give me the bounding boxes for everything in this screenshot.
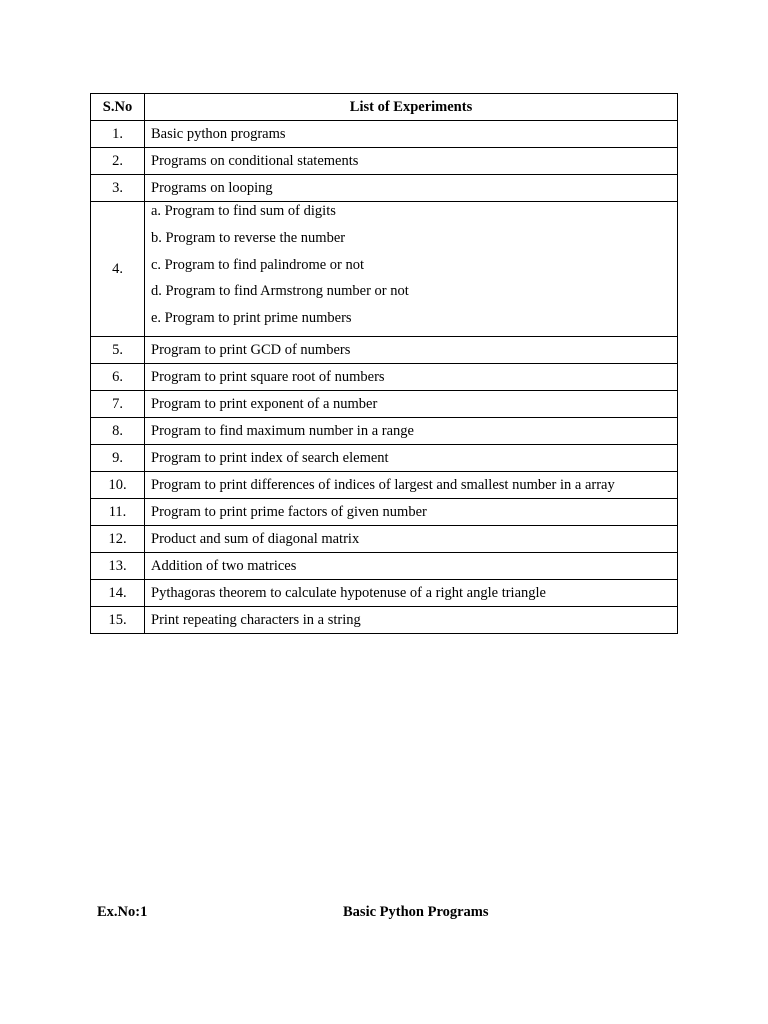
experiment-title: Program to print index of search element bbox=[145, 444, 678, 471]
experiment-title: Product and sum of diagonal matrix bbox=[145, 525, 678, 552]
table-row bbox=[91, 552, 678, 579]
experiment-title: Program to print GCD of numbers bbox=[145, 336, 678, 363]
sub-item: c. Program to find palindrome or not bbox=[151, 256, 365, 273]
row-number: 5. bbox=[91, 336, 145, 363]
table-row bbox=[91, 525, 678, 552]
table-row bbox=[91, 417, 678, 444]
row-number: 9. bbox=[91, 444, 145, 471]
row-number: 1. bbox=[91, 121, 145, 148]
experiments-column-header: List of Experiments bbox=[145, 94, 678, 121]
experiment-sublist bbox=[145, 202, 678, 337]
exercise-number: Ex.No:1 bbox=[97, 904, 148, 920]
table-row bbox=[91, 148, 678, 175]
table-row bbox=[91, 363, 678, 390]
row-number: 2. bbox=[91, 148, 145, 175]
row-number: 6. bbox=[91, 363, 145, 390]
sub-item: e. Program to print prime numbers bbox=[151, 310, 352, 327]
row-number: 4. bbox=[91, 202, 145, 337]
table-row bbox=[91, 498, 678, 525]
experiment-title: Print repeating characters in a string bbox=[145, 606, 678, 633]
sub-item: a. Program to find sum of digits bbox=[151, 203, 336, 219]
row-number: 14. bbox=[91, 579, 145, 606]
table-row bbox=[91, 444, 678, 471]
table-row bbox=[91, 175, 678, 202]
experiment-title: Program to print square root of numbers bbox=[145, 363, 678, 390]
table-header-row bbox=[91, 94, 678, 121]
row-number: 3. bbox=[91, 175, 145, 202]
row-number: 15. bbox=[91, 606, 145, 633]
table-row bbox=[91, 202, 678, 337]
experiment-title: Programs on looping bbox=[145, 175, 678, 202]
row-number: 11. bbox=[91, 498, 145, 525]
table-row bbox=[91, 121, 678, 148]
exercise-title: Basic Python Programs bbox=[343, 904, 489, 920]
table-row bbox=[91, 606, 678, 633]
experiment-title: Pythagoras theorem to calculate hypotenuse of a right angle triangle bbox=[145, 579, 678, 606]
row-number: 8. bbox=[91, 417, 145, 444]
row-number: 13. bbox=[91, 552, 145, 579]
row-number: 7. bbox=[91, 390, 145, 417]
experiment-title: Program to print differences of indices of largest and smallest number in a array bbox=[145, 471, 678, 498]
table-row bbox=[91, 471, 678, 498]
row-number: 12. bbox=[91, 525, 145, 552]
sub-item: d. Program to find Armstrong number or not bbox=[151, 283, 409, 300]
experiment-title: Program to find maximum number in a range bbox=[145, 417, 678, 444]
row-number: 10. bbox=[91, 471, 145, 498]
experiment-title: Program to print prime factors of given number bbox=[145, 498, 678, 525]
sno-column-header: S.No bbox=[91, 94, 145, 121]
table-row bbox=[91, 336, 678, 363]
table-row bbox=[91, 390, 678, 417]
table-row bbox=[91, 579, 678, 606]
experiment-title: Program to print exponent of a number bbox=[145, 390, 678, 417]
sub-item: b. Program to reverse the number bbox=[151, 229, 346, 246]
experiment-title: Basic python programs bbox=[145, 121, 678, 148]
experiment-title: Programs on conditional statements bbox=[145, 148, 678, 175]
experiment-title: Addition of two matrices bbox=[145, 552, 678, 579]
experiments-table bbox=[90, 93, 678, 634]
